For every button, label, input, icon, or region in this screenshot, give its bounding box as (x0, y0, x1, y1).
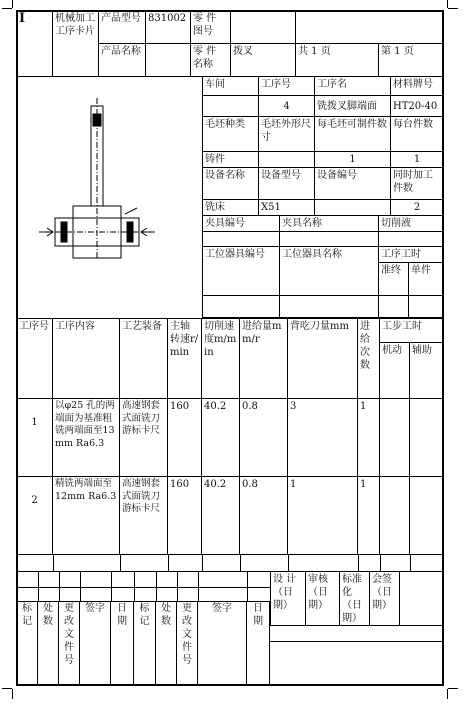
unit-time-value (409, 296, 443, 318)
col-step-no: 工序号 (17, 319, 53, 399)
crop-mark (12, 689, 13, 699)
equipment-no-label: 设备编号 (315, 168, 391, 200)
step-content-cell: 以φ25 孔的两端面为基准粗铣两端面至13mm Ra6.3 (53, 399, 120, 477)
step-equipment-cell: 高速钢套式面铣刀游标卡尺 (120, 399, 168, 477)
step-passes-cell: 1 (358, 477, 380, 555)
step-no-cell: 2 (17, 477, 53, 555)
col-spindle-speed: 主轴转速r/min (168, 319, 202, 399)
count-label: 处数 (38, 601, 59, 685)
equipment-name-value: 铣床 (203, 200, 259, 216)
mark-label: 标记 (17, 601, 38, 685)
sign-label: 签字 (198, 601, 247, 685)
per-machine-label: 每台件数 (391, 117, 443, 152)
crop-mark (447, 689, 448, 699)
station-tool-no-label: 工位器具编号 (203, 247, 280, 296)
crop-mark (448, 8, 458, 9)
step-speed-cell: 40.2 (202, 399, 240, 477)
step-feed-cell: 0.8 (240, 399, 288, 477)
part-name-label: 零 件 名称 (191, 44, 231, 77)
col-content: 工序内容 (53, 319, 120, 399)
part-no-label: 零 件 图号 (191, 11, 231, 44)
step-aux-cell (410, 399, 443, 477)
workshop-label: 车间 (203, 77, 259, 96)
col-equipment: 工艺装备 (120, 319, 168, 399)
step-spindle-cell: 160 (168, 477, 202, 555)
unit-time-label: 单件 (409, 263, 443, 296)
count-label: 处数 (156, 601, 177, 685)
step-depth-cell: 3 (288, 399, 358, 477)
date-label: 日期 (247, 601, 270, 685)
op-no-value: 4 (259, 96, 315, 117)
change-doc-label: 更改文件号 (59, 601, 80, 685)
equipment-model-label: 设备型号 (259, 168, 315, 200)
sign-label: 签字 (80, 601, 111, 685)
part-name-value: 拨叉 (231, 44, 296, 77)
fork-sketch (19, 78, 203, 318)
simultaneous-value: 2 (391, 200, 443, 216)
total-pages: 共 1 页 (296, 44, 379, 77)
op-time-label: 工序工时 (379, 247, 443, 263)
signoff-blank (400, 572, 443, 626)
station-tool-name-label: 工位器具名称 (280, 247, 379, 296)
col-cutting-speed: 切削速度m/min (202, 319, 240, 399)
step-passes-cell: 1 (358, 399, 380, 477)
blank-type-value: 铸件 (203, 152, 259, 168)
fixture-no-label: 夹具编号 (203, 216, 280, 232)
equipment-no-value (315, 200, 391, 216)
product-name-label: 产品名称 (99, 44, 146, 77)
col-aux-time: 辅助 (410, 343, 443, 399)
col-feed: 进给量mm/r (240, 319, 288, 399)
step-spindle-cell: 160 (168, 399, 202, 477)
crop-mark (448, 688, 458, 689)
part-sketch-area (17, 77, 203, 318)
clamp-arrow-left-icon (39, 228, 53, 236)
per-blank-label: 每毛坯可制件数 (315, 117, 391, 152)
crop-mark (447, 0, 448, 8)
blank-type-label: 毛坯种类 (203, 117, 259, 152)
blank-size-value (259, 152, 315, 168)
op-no-label: 工序号 (259, 77, 315, 96)
material-value: HT20-40 (391, 96, 443, 117)
per-blank-value: 1 (315, 152, 391, 168)
step-no-cell: 1 (17, 399, 53, 477)
col-step-time: 工步工时 (380, 319, 443, 343)
product-name-value (146, 44, 191, 77)
design-signoff: 设 计（日期） (270, 572, 306, 626)
step-machine-cell (380, 399, 410, 477)
blank-size-label: 毛坯外形尺寸 (259, 117, 315, 152)
equipment-model-value: X51 (259, 200, 315, 216)
col-depth: 背吃刀量mm (288, 319, 358, 399)
header-blank (296, 11, 443, 44)
op-name-value: 铣拨叉脚端面 (315, 96, 391, 117)
station-tool-name-value (280, 296, 379, 318)
fixture-name-label: 夹具名称 (280, 216, 379, 232)
equipment-name-label: 设备名称 (203, 168, 259, 200)
op-name-label: 工序名 (315, 77, 391, 96)
card-title: 机械加工工序卡片 (53, 11, 99, 77)
simultaneous-label: 同时加工件数 (391, 168, 443, 200)
station-tool-no-value (203, 296, 280, 318)
clamp-arrow-right-icon (141, 228, 155, 236)
step-equipment-cell: 高速钢套式面铣刀游标卡尺 (120, 477, 168, 555)
date-label: 日期 (111, 601, 134, 685)
prep-time-value (379, 296, 409, 318)
workshop-value (203, 96, 259, 117)
coolant-label: 切削液 (379, 216, 443, 232)
per-machine-value: 1 (391, 152, 443, 168)
review-signoff: 审核（日期） (306, 572, 340, 626)
step-content-cell: 精铣两端面至12mm Ra6.3 (53, 477, 120, 555)
step-depth-cell: 1 (288, 477, 358, 555)
crop-mark (12, 0, 13, 8)
step-feed-cell: 0.8 (240, 477, 288, 555)
step-speed-cell: 40.2 (202, 477, 240, 555)
crop-mark (2, 8, 12, 9)
step-aux-cell (410, 477, 443, 555)
mark-label: 标记 (134, 601, 156, 685)
step-machine-cell (380, 477, 410, 555)
card-mark: I (17, 11, 53, 77)
crop-mark (2, 688, 12, 689)
col-passes: 进给次数 (358, 319, 380, 399)
product-model-value: 831002 (146, 11, 191, 44)
product-model-label: 产品型号 (99, 11, 146, 44)
fixture-name-value (280, 232, 379, 247)
coolant-value (379, 232, 443, 247)
material-label: 材料牌号 (391, 77, 443, 96)
fixture-no-value (203, 232, 280, 247)
standard-signoff: 标准化（日期） (340, 572, 370, 626)
prep-time-label: 准终 (379, 263, 409, 296)
part-no-value (231, 11, 296, 44)
col-machine-time: 机动 (380, 343, 410, 399)
change-doc-label: 更改文件号 (177, 601, 198, 685)
page-number: 第 1 页 (379, 44, 443, 77)
countersign-signoff: 会签（日期） (370, 572, 400, 626)
